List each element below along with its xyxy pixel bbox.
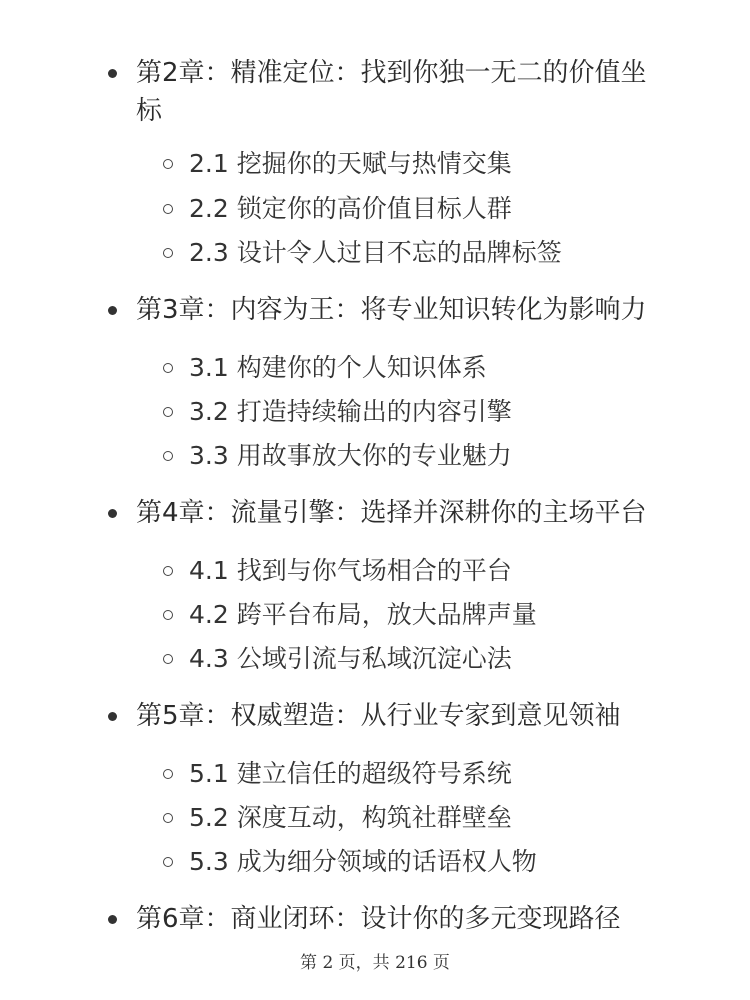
section-title: 4.3 公域引流与私域沉淀心法: [189, 644, 512, 673]
chapter-item: [108, 900, 668, 938]
section-item: [163, 756, 683, 792]
chapter-title: 第5章：权威塑造：从行业专家到意见领袖: [136, 701, 621, 731]
section-item: [163, 394, 683, 430]
section-item: [163, 191, 683, 227]
chapter-title: 第6章：商业闭环：设计你的多元变现路径: [136, 904, 621, 934]
bullet-icon: [108, 915, 117, 924]
circle-bullet-icon: [163, 204, 173, 214]
page-footer: [0, 948, 750, 973]
section-title: 3.3 用故事放大你的专业魅力: [189, 441, 512, 470]
circle-bullet-icon: [163, 451, 173, 461]
chapter-title: 第3章：内容为王：将专业知识转化为影响力: [136, 295, 647, 325]
chapter-title: 第4章：流量引擎：选择并深耕你的主场平台: [136, 498, 647, 528]
section-item: [163, 438, 683, 474]
section-title: 4.1 找到与你气场相合的平台: [189, 556, 512, 585]
chapter-item: [108, 697, 668, 735]
circle-bullet-icon: [163, 769, 173, 779]
page-number: 第 2 页，共 216 页: [300, 953, 450, 973]
section-item: [163, 800, 683, 836]
chapter-title: 第2章：精准定位：找到你独一无二的价值坐标: [136, 58, 647, 126]
circle-bullet-icon: [163, 566, 173, 576]
section-item: [163, 553, 683, 589]
circle-bullet-icon: [163, 407, 173, 417]
circle-bullet-icon: [163, 610, 173, 620]
circle-bullet-icon: [163, 857, 173, 867]
bullet-icon: [108, 306, 117, 315]
section-title: 2.2 锁定你的高价值目标人群: [189, 194, 512, 223]
chapter-item: [108, 494, 668, 532]
circle-bullet-icon: [163, 248, 173, 258]
section-title: 3.2 打造持续输出的内容引擎: [189, 397, 512, 426]
section-title: 4.2 跨平台布局，放大品牌声量: [189, 600, 537, 629]
chapter-item: [108, 54, 668, 130]
section-title: 5.3 成为细分领域的话语权人物: [189, 847, 537, 876]
section-item: [163, 235, 683, 271]
chapter-item: [108, 291, 668, 329]
bullet-icon: [108, 69, 117, 78]
section-title: 2.3 设计令人过目不忘的品牌标签: [189, 238, 562, 267]
section-item: [163, 350, 683, 386]
section-title: 2.1 挖掘你的天赋与热情交集: [189, 149, 512, 178]
circle-bullet-icon: [163, 813, 173, 823]
section-title: 3.1 构建你的个人知识体系: [189, 353, 487, 382]
circle-bullet-icon: [163, 654, 173, 664]
circle-bullet-icon: [163, 363, 173, 373]
section-title: 5.2 深度互动，构筑社群壁垒: [189, 803, 512, 832]
circle-bullet-icon: [163, 159, 173, 169]
bullet-icon: [108, 509, 117, 518]
bullet-icon: [108, 712, 117, 721]
section-title: 5.1 建立信任的超级符号系统: [189, 759, 512, 788]
section-item: [163, 146, 683, 182]
section-item: [163, 844, 683, 880]
section-item: [163, 597, 683, 633]
section-item: [163, 641, 683, 677]
